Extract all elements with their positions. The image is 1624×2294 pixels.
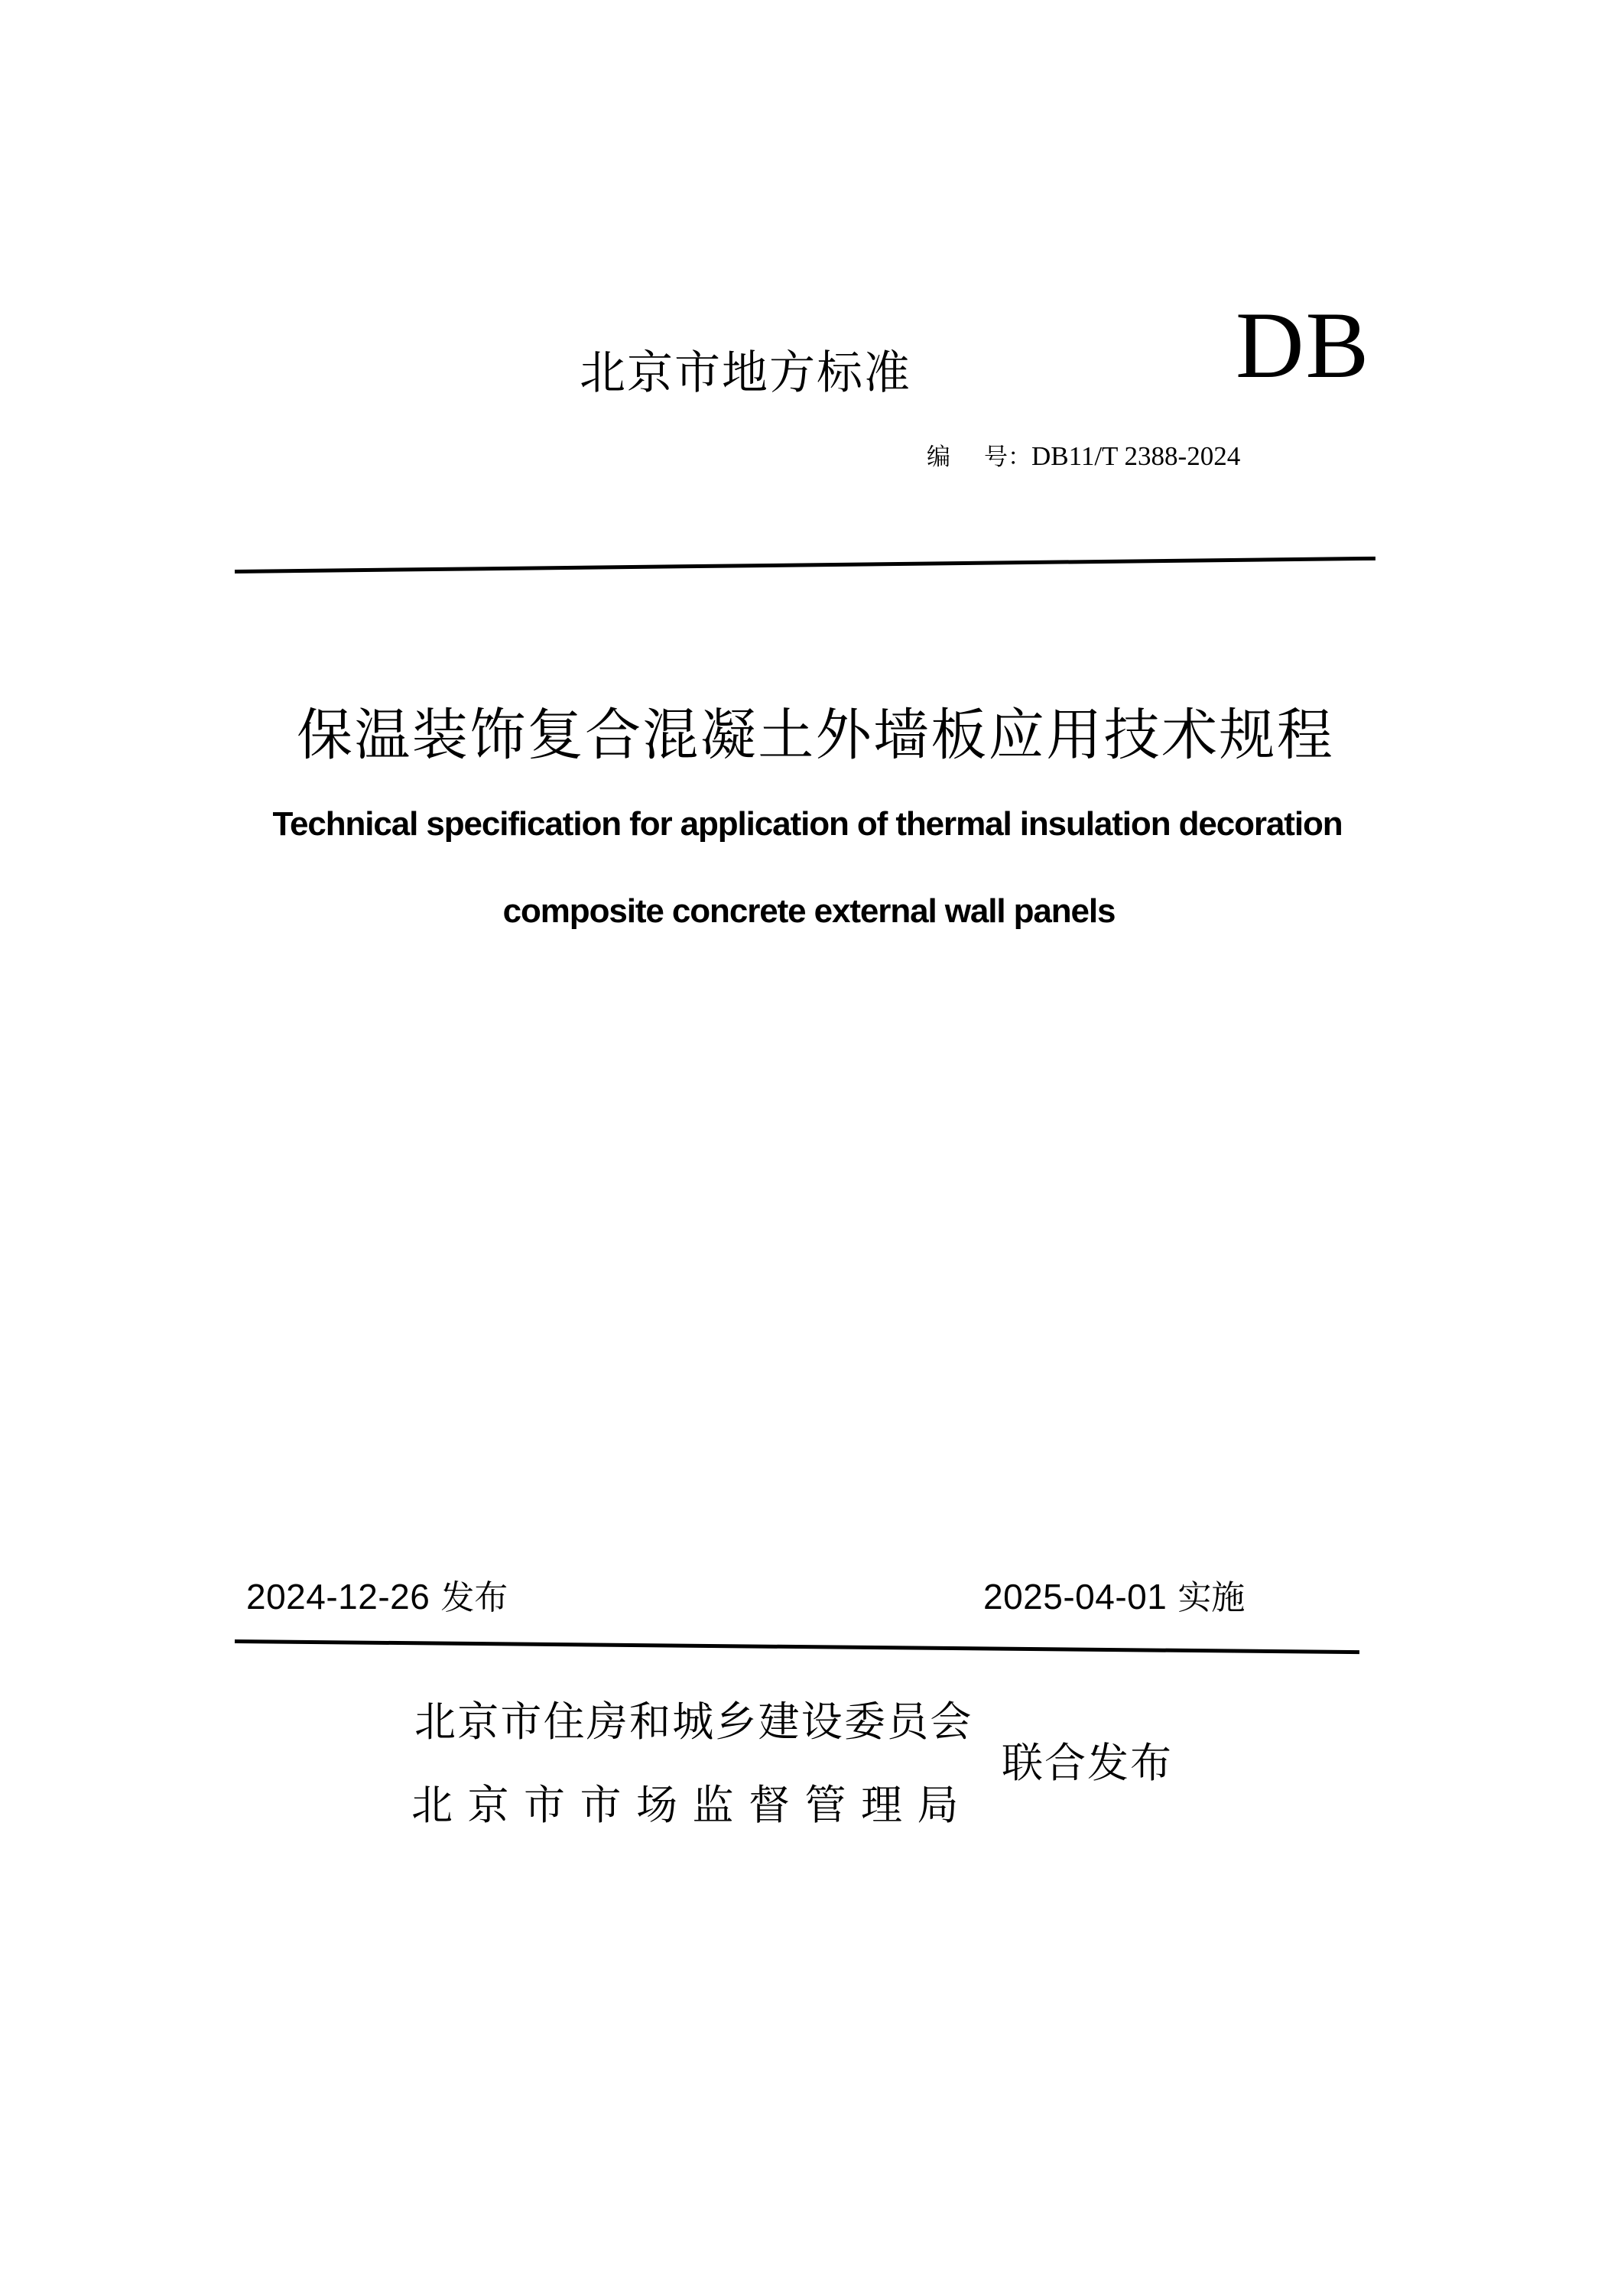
joint-issue-label: 联合发布 bbox=[1002, 1739, 1173, 1787]
top-divider bbox=[235, 557, 1376, 574]
standard-number bbox=[927, 437, 1240, 476]
title-english-line-2: composite concrete external wall panels bbox=[502, 892, 1116, 930]
standard-number-value: DB11/T 2388-2024 bbox=[1031, 441, 1241, 471]
issue-date bbox=[246, 1574, 508, 1621]
effective-date-value: 2025-04-01 bbox=[983, 1577, 1168, 1617]
title-english-line-1: Technical specification for application of thermal insulation decoration bbox=[272, 805, 1343, 843]
title-chinese: 保温装饰复合混凝土外墙板应用技术规程 bbox=[297, 703, 1335, 768]
standard-number-label-2: 号： bbox=[984, 444, 1031, 471]
issuer-housing-commission: 北京市住房和城乡建设委员会 bbox=[414, 1698, 973, 1746]
db-logo: DB bbox=[1236, 293, 1371, 398]
standard-type-label: 北京市地方标准 bbox=[580, 346, 911, 400]
standard-number-label: 编 bbox=[927, 444, 950, 471]
issue-date-value: 2024-12-26 bbox=[246, 1577, 430, 1617]
effective-date bbox=[983, 1574, 1245, 1621]
issue-date-label: 发布 bbox=[440, 1578, 508, 1617]
issuer-market-regulation: 北京市市场监督管理局 bbox=[411, 1781, 973, 1829]
bottom-divider bbox=[235, 1639, 1359, 1654]
effective-date-label: 实施 bbox=[1177, 1578, 1246, 1617]
